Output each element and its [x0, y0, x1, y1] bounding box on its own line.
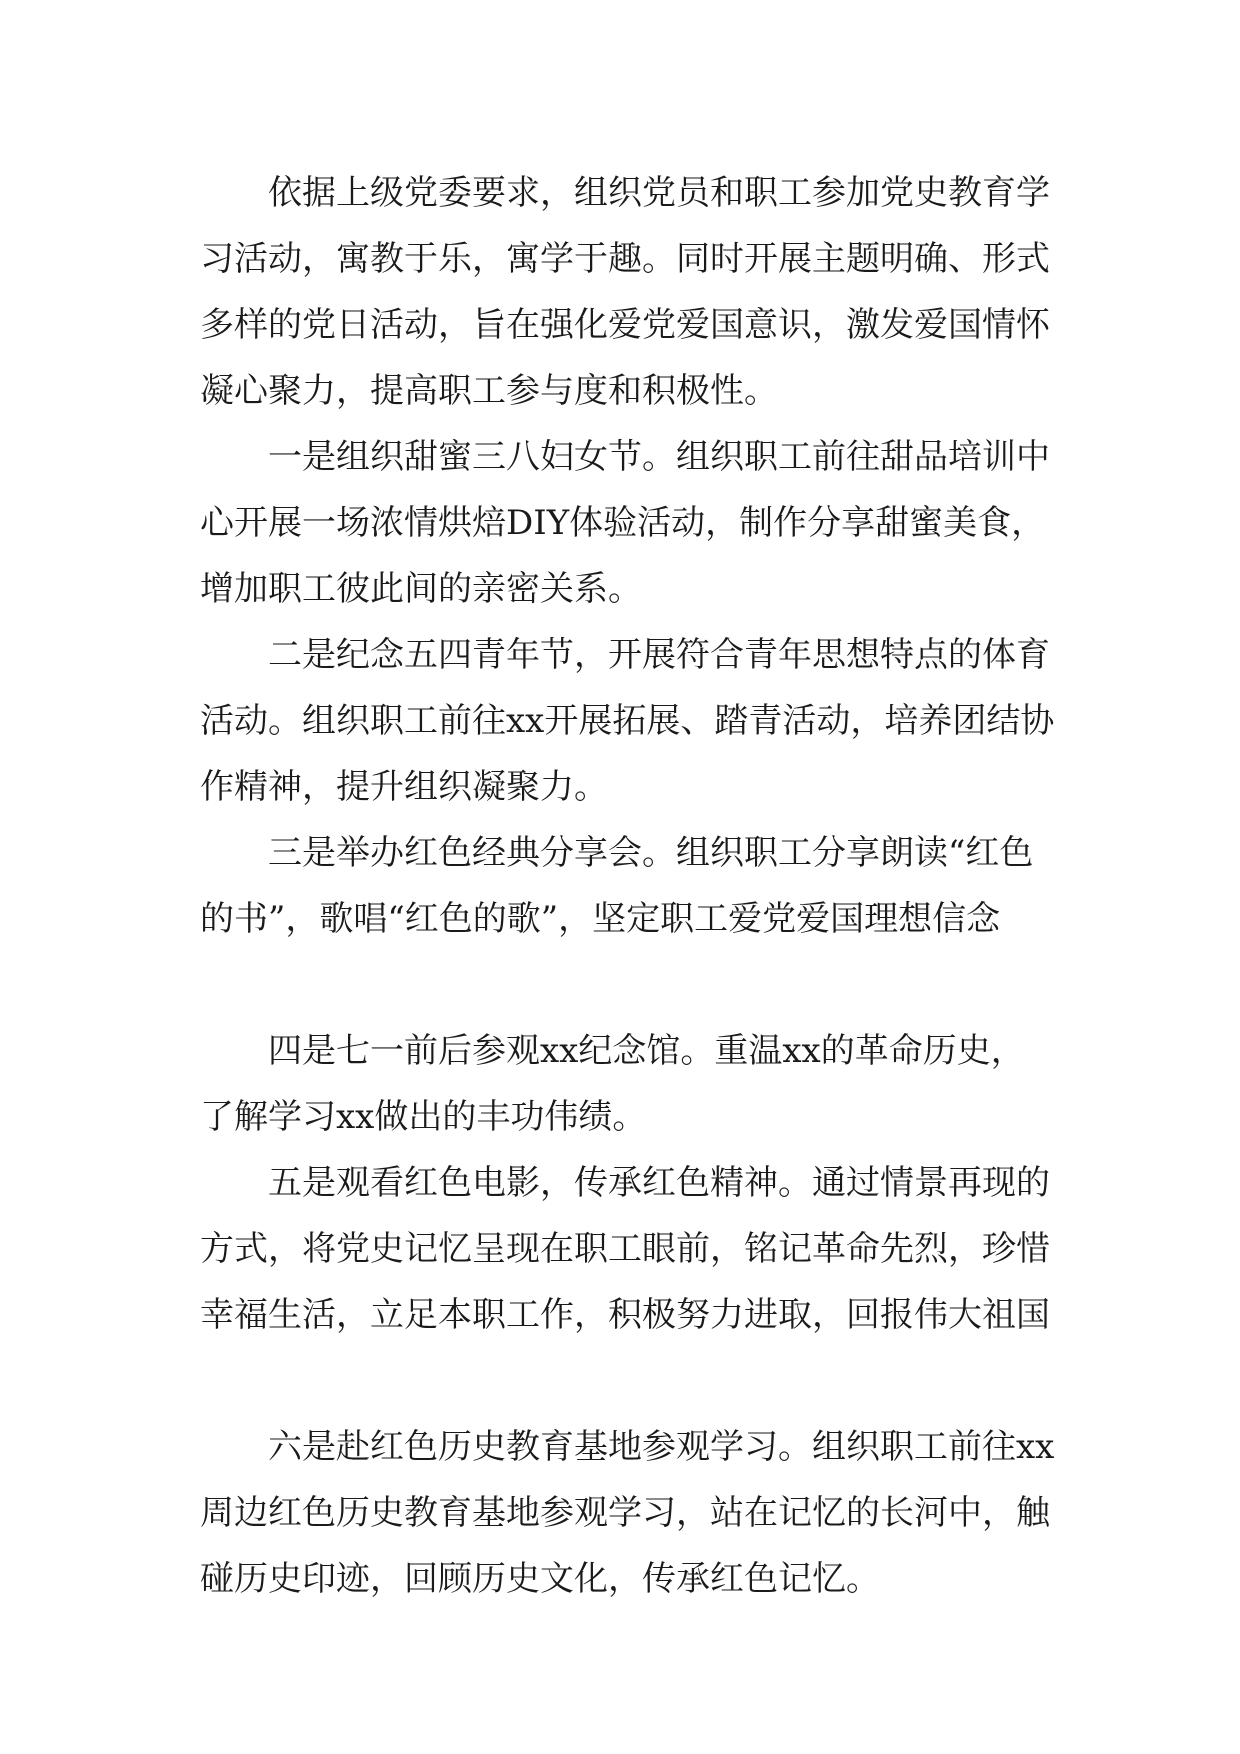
- text-line: 多样的党日活动，旨在强化爱党爱国意识，激发爱国情怀: [200, 305, 1050, 345]
- text-line: 三是举办红色经典分享会。组织职工分享朗读“红色: [268, 833, 1034, 873]
- text-line: 六是赴红色历史教育基地参观学习。组织职工前往xx: [268, 1427, 1055, 1467]
- text-line: 依据上级党委要求，组织党员和职工参加党史教育学: [268, 173, 1050, 213]
- paragraph-item-1: [200, 424, 1060, 622]
- paragraph-item-4: [200, 1018, 1060, 1150]
- text-line: 周边红色历史教育基地参观学习，站在记忆的长河中，触: [200, 1493, 1050, 1533]
- text-line: 增加职工彼此间的亲密关系。: [200, 569, 642, 609]
- text-line: 一是组织甜蜜三八妇女节。组织职工前往甜品培训中: [268, 437, 1050, 477]
- text-line: 方式，将党史记忆呈现在职工眼前，铭记革命先烈，珍惜: [200, 1229, 1050, 1269]
- text-line: 习活动，寓教于乐，寓学于趣。同时开展主题明确、形式: [200, 239, 1050, 279]
- text-line: 四是七一前后参观xx纪念馆。重温xx的革命历史，: [268, 1031, 1025, 1071]
- text-line: 幸福生活，立足本职工作，积极努力进取，回报伟大祖国: [200, 1295, 1050, 1335]
- text-line: 二是纪念五四青年节，开展符合青年思想特点的体育: [268, 635, 1050, 675]
- paragraph-item-5: [200, 1150, 1060, 1348]
- paragraph-item-6: [200, 1414, 1060, 1612]
- text-line: 作精神，提升组织凝聚力。: [200, 767, 608, 807]
- paragraph-intro: [200, 160, 1060, 424]
- text-line: 活动。组织职工前往xx开展拓展、踏青活动，培养团结协: [200, 701, 1055, 741]
- text-line: 五是观看红色电影，传承红色精神。通过情景再现的: [268, 1163, 1050, 1203]
- text-line: 碰历史印迹，回顾历史文化，传承红色记忆。: [200, 1559, 880, 1599]
- paragraph-item-3: [200, 820, 1060, 952]
- text-line: 了解学习xx做出的丰功伟绩。: [200, 1097, 647, 1137]
- paragraph-item-2: [200, 622, 1060, 820]
- text-line: 凝心聚力，提高职工参与度和积极性。: [200, 371, 778, 411]
- text-line: 心开展一场浓情烘焙DIY体验活动，制作分享甜蜜美食，: [200, 503, 1046, 543]
- text-line: 的书”，歌唱“红色的歌”，坚定职工爱党爱国理想信念: [200, 899, 1001, 939]
